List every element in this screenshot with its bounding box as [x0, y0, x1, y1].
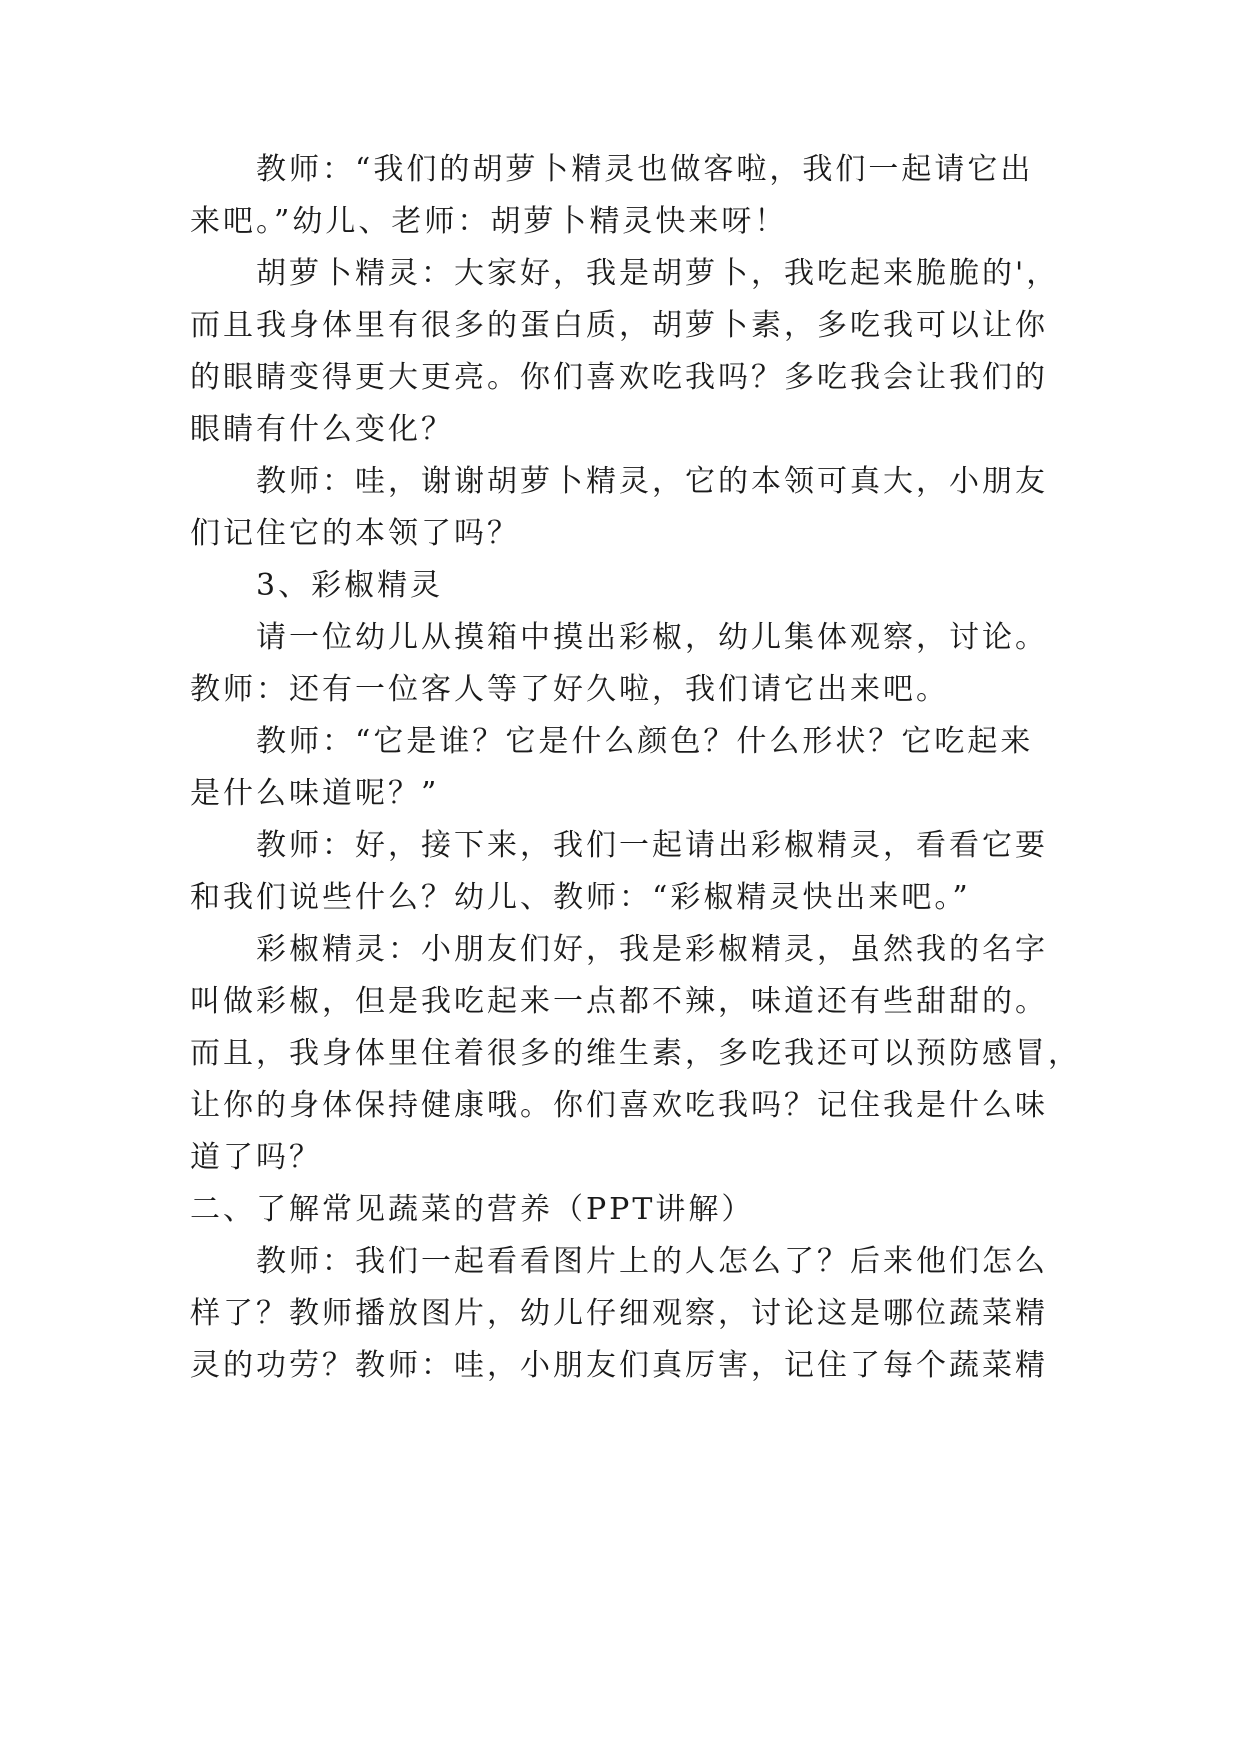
paragraph-line: 灵的功劳？教师：哇，小朋友们真厉害，记住了每个蔬菜精	[190, 1348, 1048, 1383]
paragraph-line: 教师：“它是谁？它是什么颜色？什么形状？它吃起来	[256, 724, 1034, 759]
section-heading: 3、彩椒精灵	[256, 568, 444, 603]
paragraph-line: 的眼睛变得更大更亮。你们喜欢吃我吗？多吃我会让我们的	[190, 360, 1048, 395]
paragraph-line: 是什么味道呢？”	[190, 776, 440, 811]
paragraph-line: 彩椒精灵：小朋友们好，我是彩椒精灵，虽然我的名字	[256, 932, 1048, 967]
paragraph-line: 而且我身体里有很多的蛋白质，胡萝卜素，多吃我可以让你	[190, 308, 1048, 343]
paragraph-line: 教师：还有一位客人等了好久啦，我们请它出来吧。	[190, 672, 949, 707]
paragraph-line: 而且，我身体里住着很多的维生素，多吃我还可以预防感冒，	[190, 1036, 1081, 1071]
paragraph-line: 来吧。”幼儿、老师：胡萝卜精灵快来呀！	[190, 204, 788, 239]
paragraph-line: 教师：我们一起看看图片上的人怎么了？后来他们怎么	[256, 1244, 1048, 1279]
paragraph-line: 叫做彩椒，但是我吃起来一点都不辣，味道还有些甜甜的。	[190, 984, 1048, 1019]
paragraph-line: 教师：哇，谢谢胡萝卜精灵，它的本领可真大，小朋友	[256, 464, 1048, 499]
paragraph-line: 让你的身体保持健康哦。你们喜欢吃我吗？记住我是什么味	[190, 1088, 1048, 1123]
paragraph-line: 样了？教师播放图片，幼儿仔细观察，讨论这是哪位蔬菜精	[190, 1296, 1048, 1331]
section-heading: 二、了解常见蔬菜的营养（PPT讲解）	[190, 1192, 755, 1227]
paragraph-line: 道了吗？	[190, 1140, 322, 1175]
paragraph-line: 胡萝卜精灵：大家好，我是胡萝卜，我吃起来脆脆的'，	[256, 256, 1060, 291]
paragraph-line: 们记住它的本领了吗？	[190, 516, 520, 551]
paragraph-line: 教师：“我们的胡萝卜精灵也做客啦，我们一起请它出	[256, 152, 1034, 187]
paragraph-line: 和我们说些什么？幼儿、教师：“彩椒精灵快出来吧。”	[190, 880, 971, 915]
paragraph-line: 教师：好，接下来，我们一起请出彩椒精灵，看看它要	[256, 828, 1048, 863]
paragraph-line: 眼睛有什么变化？	[190, 412, 454, 447]
paragraph-line: 请一位幼儿从摸箱中摸出彩椒，幼儿集体观察，讨论。	[256, 620, 1048, 655]
